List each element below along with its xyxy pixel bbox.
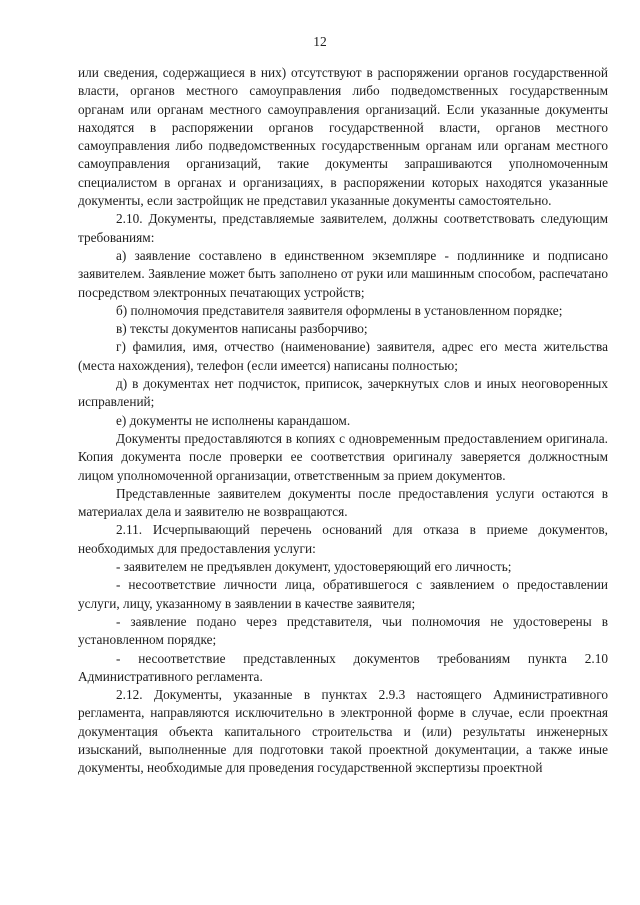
- paragraph-item-a: а) заявление составлено в единственном экземпляре - подлиннике и подписано заявителем. Заявление может быть заполнено от руки или машинным способом, распечатано посредством электронных печатающих устройств;: [78, 247, 608, 300]
- paragraph-item-g: г) фамилия, имя, отчество (наименование) заявителя, адрес его места жительства (места нахождения), телефон (если имеется) написаны полностью;: [78, 339, 608, 373]
- page-number: 12: [313, 34, 327, 49]
- paragraph-refusal-reason-1: - заявителем не предъявлен документ, удостоверяющий его личность;: [116, 559, 512, 575]
- paragraph-item-b: б) полномочия представителя заявителя оформлены в установленном порядке;: [116, 302, 563, 318]
- paragraph-refusal-reason-2: - несоответствие личности лица, обратившегося с заявлением о предоставлении услуги, лицу, указанному в заявлении в качестве заявителя;: [78, 577, 608, 611]
- paragraph-item-d: д) в документах нет подчисток, приписок, зачеркнутых слов и иных неоговоренных исправлений;: [78, 376, 608, 410]
- paragraph-continuation: или сведения, содержащиеся в них) отсутствуют в распоряжении органов государственной власти, органов местного самоуправления либо подведомственных государственным органам или органам местного самоуправления организаций. Если указанные документы находятся в распоряжении органов государственной власти, органов местного самоуправления либо подведомственных государственным органам или органам местного самоуправления организаций, такие документы запрашиваются уполномоченным специалистом в органах и организациях, в распоряжении которых находятся указанные документы, если застройщик не представил указанные документы самостоятельно.: [78, 65, 608, 209]
- document-body: [78, 64, 608, 778]
- paragraph-item-e: е) документы не исполнены карандашом.: [116, 412, 351, 428]
- paragraph-documents-retained: Представленные заявителем документы после предоставления услуги остаются в материалах дела и заявителю не возвращаются.: [78, 485, 608, 520]
- paragraph-section-2-10: 2.10. Документы, представляемые заявителем, должны соответствовать следующим требованиям:: [78, 211, 608, 245]
- paragraph-refusal-reason-3: - заявление подано через представителя, чьи полномочия не удостоверены в установленном порядке;: [78, 613, 608, 648]
- paragraph-section-2-12: 2.12. Документы, указанные в пунктах 2.9.3 настоящего Административного регламента, направляются исключительно в электронной форме в случае, если проектная документация объекта капитального строительства и (или) результаты инженерных изысканий, выполненные для подготовки такой проектной документации, а также иные документы, необходимые для проведения государственной экспертизы проектной: [78, 687, 608, 776]
- paragraph-refusal-reason-4: - несоответствие представленных документов требованиям пункта 2.10 Административного регламента.: [78, 650, 608, 684]
- paragraph-section-2-11: 2.11. Исчерпывающий перечень оснований для отказа в приеме документов, необходимых для предоставления услуги:: [78, 522, 608, 556]
- paragraph-item-v: в) тексты документов написаны разборчиво;: [116, 321, 368, 337]
- paragraph-copies: Документы предоставляются в копиях с одновременным предоставлением оригинала. Копия документа после проверки ее соответствия оригиналу заверяется должностным лицом уполномоченной организации, ответственным за прием документов.: [78, 430, 608, 483]
